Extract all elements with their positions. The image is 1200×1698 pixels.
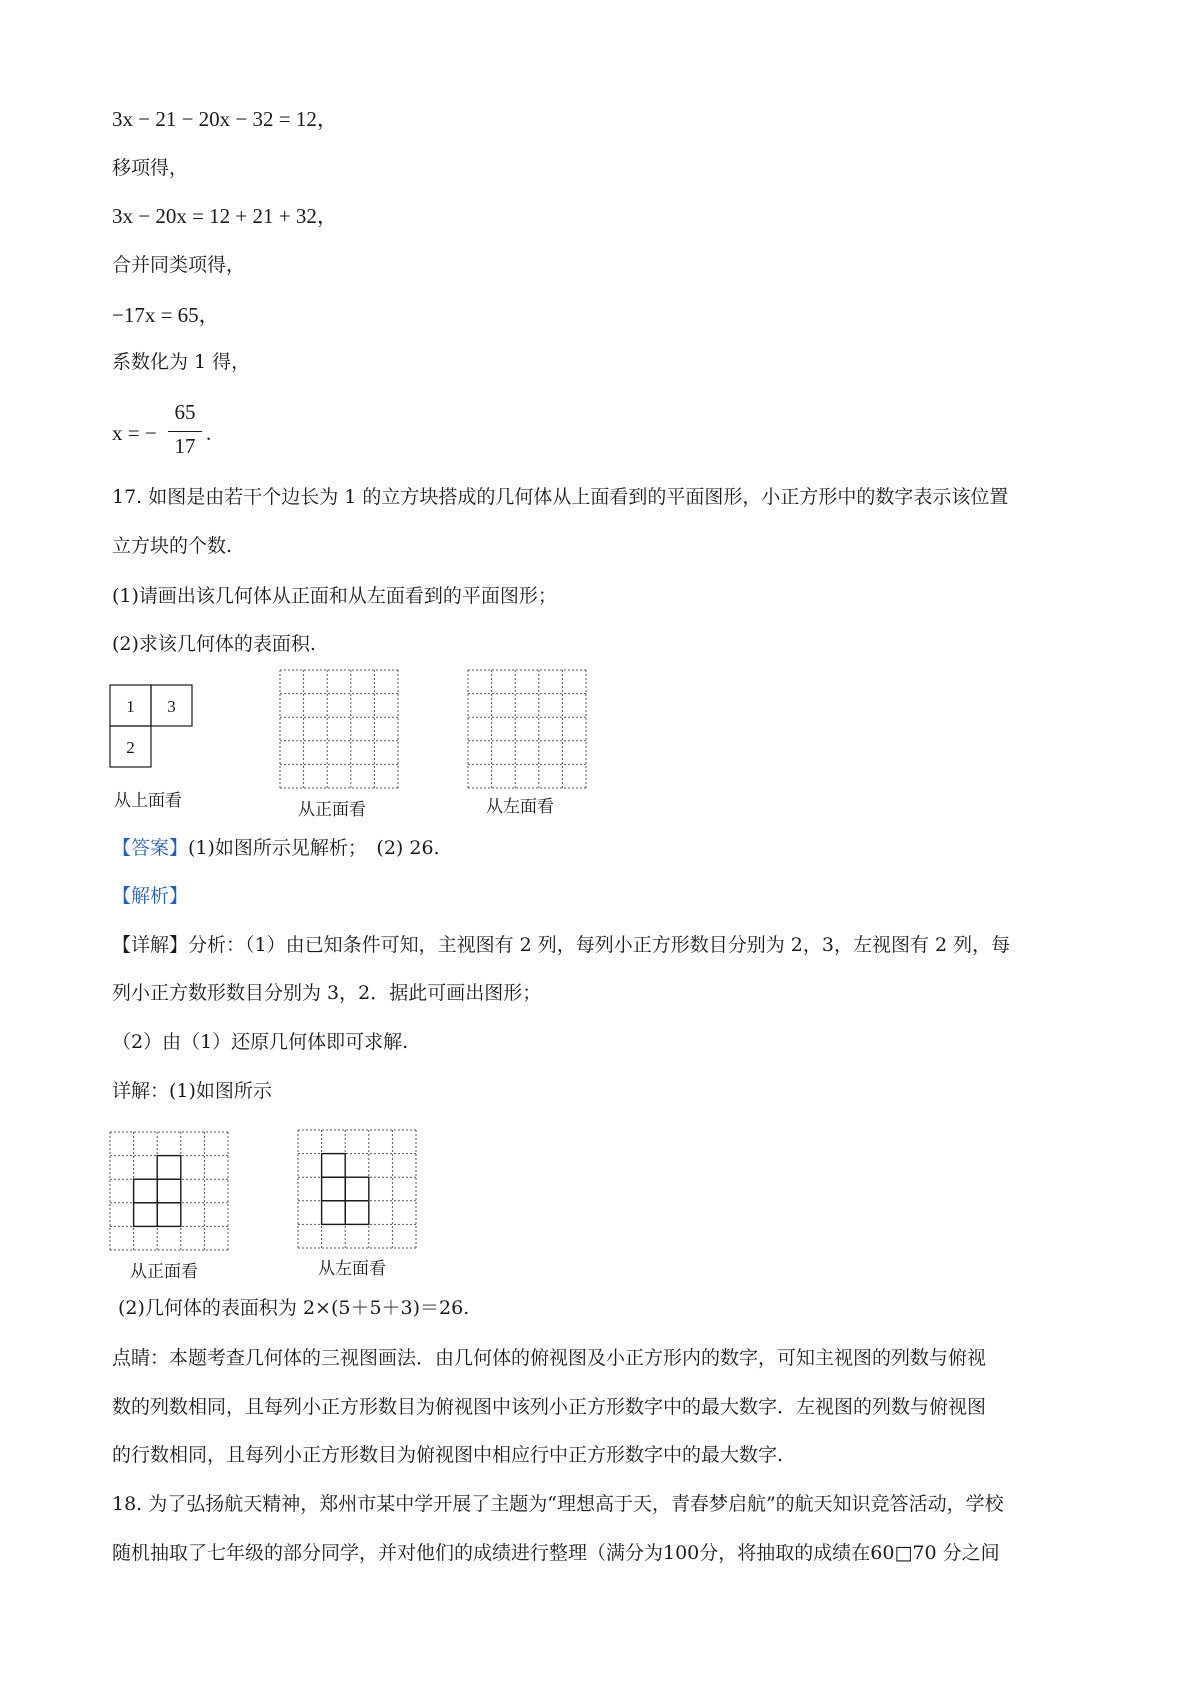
top-view-cell-2: 3 [167,697,176,716]
view-square [345,1201,369,1225]
fraction-numerator: 65 [174,400,196,424]
empty-grid-front [280,670,398,788]
view-square [134,1179,158,1203]
detail-line-1: 【详解】分析：（1）由已知条件可知，主视图有 2 列，每列小正方形数目分别为 2，3，左视图有 2 列，每 [112,934,1011,956]
top-view-cell-3: 2 [126,738,135,757]
comment-line-2: 数的列数相同，且每列小正方形数目为俯视图中该列小正方形数字中的最大数字．左视图的列数与俯视图 [112,1396,987,1418]
caption-left-view-answer: 从左面看 [318,1259,386,1279]
q17-stem-line-1: 17. 如图是由若干个边长为 1 的立方块搭成的几何体从上面看到的平面图形，小正方形中的数字表示该位置 [112,486,1009,508]
answer-grid-front [110,1132,228,1250]
answer-text: (1)如图所示见解析； (2) 26. [188,837,440,859]
analysis-tag: 【解析】 [112,885,189,907]
caption-top-view: 从上面看 [114,791,182,811]
fraction-bar [168,431,202,432]
caption-left-view: 从左面看 [486,797,554,817]
comment-line-3: 的行数相同，且每列小正方形数目为俯视图中相应行中正方形数字中的最大数字. [112,1444,784,1466]
answer-line [112,835,440,861]
equation-end: . [206,421,212,445]
equation-line-2: 3x − 20x = 12 + 21 + 32， [112,204,338,228]
view-square [157,1179,181,1203]
view-square [322,1154,346,1178]
detail-line-5: (2)几何体的表面积为 2×(5＋5＋3)＝26. [118,1297,470,1319]
answer-tag: 【答案】 [112,837,189,859]
view-square [322,1201,346,1225]
detail-line-2: 列小正方数形数目分别为 3，2．据此可画出图形； [112,982,542,1004]
empty-grid-left [468,670,586,788]
top-view-figure [110,685,200,770]
view-square [345,1177,369,1201]
q17-part-2: (2)求该几何体的表面积. [112,633,316,655]
q18-stem-line-1: 18. 为了弘扬航天精神，郑州市某中学开展了主题为“理想高于天，青春梦启航”的航天知识竞答活动，学校 [112,1493,1004,1515]
caption-front-view: 从正面看 [298,800,366,820]
q17-stem-line-2: 立方块的个数. [112,535,233,557]
view-square [157,1156,181,1180]
caption-front-view-answer: 从正面看 [130,1262,198,1282]
q17-part-1: (1)请画出该几何体从正面和从左面看到的平面图形； [112,585,557,607]
equation-line-3: −17x = 65， [112,303,220,327]
view-square [134,1203,158,1227]
view-square [157,1203,181,1227]
equation-line-1: 3x − 21 − 20x − 32 = 12， [112,107,338,131]
step-text-1: 移项得， [112,157,189,179]
step-text-2: 合并同类项得， [112,254,246,276]
detail-line-4: 详解：(1)如图所示 [112,1080,272,1102]
step-text-3: 系数化为 1 得， [112,351,251,373]
answer-grid-left [298,1130,416,1248]
equation-lhs: x = − [112,421,157,445]
view-square [322,1177,346,1201]
q18-stem-line-2: 随机抽取了七年级的部分同学，并对他们的成绩进行整理（满分为100分，将抽取的成绩在60□70 分之间 [112,1542,1000,1564]
top-view-cell-1: 1 [126,697,135,716]
fraction-denominator: 17 [174,434,196,458]
detail-line-3: （2）由（1）还原几何体即可求解. [112,1031,409,1053]
comment-line-1: 点睛：本题考查几何体的三视图画法．由几何体的俯视图及小正方形内的数字，可知主视图的列数与俯视 [112,1347,987,1369]
